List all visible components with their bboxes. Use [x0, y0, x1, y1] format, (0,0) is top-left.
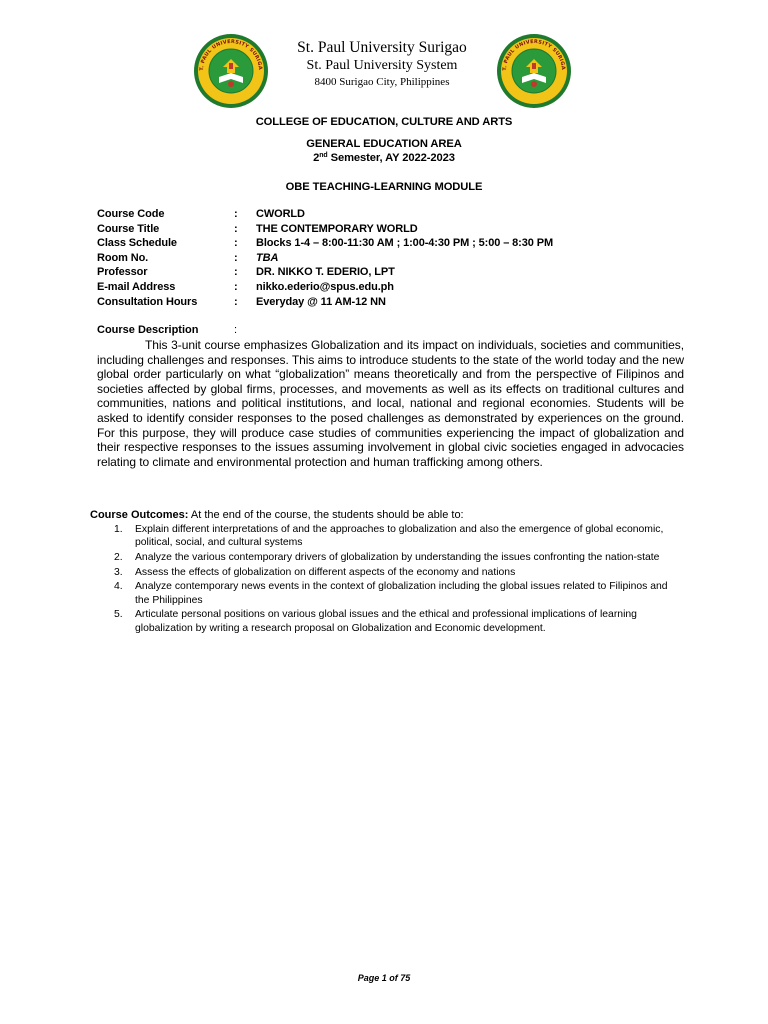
course-description-colon: :: [234, 324, 238, 336]
university-seal-icon: [193, 33, 269, 109]
list-item: 5. Articulate personal positions on various global issues and the ethical and professional implications of learning globalization by writing a research proposal on Globalization and Economic development.: [114, 609, 637, 634]
university-seal-icon: [496, 33, 572, 109]
course-outcomes-heading: Course Outcomes: At the end of the course, the students should be able to:: [90, 509, 464, 521]
page-number: Page 1 of 75: [357, 973, 411, 983]
university-system: St. Paul University System: [306, 58, 458, 73]
svg-text:ST. PAUL UNIVERSITY SURIGAO: T. PAUL UNIVERSITY SURIGA: [198, 38, 264, 71]
university-address: 8400 Surigao City, Philippines: [314, 76, 450, 88]
document-page: T. PAUL UNIVERSITY SURIGA St. Paul University Surigao St. Paul University System 8400 Surigao City, Philippines T. PAUL UNIVERSITY SURIGA COLLEGE OF EDUCATION, CULTURE AND ARTS GENERAL EDUCATION AREA 2nd Semester, AY 2022-2023 OBE TEACHING-LEARNING MODULE Course Code : CWORLD Course Title : THE CONTEMPORARY WORLD Class Schedule : Blocks 1-4 – 8:00-11:30 AM ; 1:00-4:30 PM ; 5:00 – 8:30 PM Room No. : TBA Professor : DR. NIKKO T. EDERIO, LPT E-mail Address : nikko.ederio@spus.edu.ph Consultation Hours : Everyday @ 11 AM-12 NN Course Description : This 3-unit course emphasizes Globalization and its impact on individuals, societies and communities, including challenges and responses. This aims to introduce students to the state of the world today and the new global order particularly on what “globalization” means theoretically and from the perspective of Filipinos and societies affected by global firms, processes, and movements as well as its effects on traditional cultures and communities, nations and political institutions, and local, national and regional economies. Students will be asked to identify consider responses to the posed challenges as demonstrated by experiences on the ground. For this purpose, they will produce case studies of communities experiencing the impact of globalization and their respective responses to the issues assuming involvement in global civic societies engaged in advocacies relating to climate and environmental protection and human trafficking among others. Course Outcomes: At the end of the course, the students should be able to: 1. Explain different interpretations of and the approaches to globalization and also the emergence of global economic, political, social, and cultural systems 2. Analyze the various contemporary drivers of globalization by understanding the issues confronting the nation-state 3. Assess the effects of globalization on different aspects of the economy and nations 4. Analyze contemporary news events in the context of globalization including the global issues related to Filipinos and the Philippines 5. Articulate personal positions on various global issues and the ethical and professional implications of learning globalization by writing a research proposal on Globalization and Economic development. Page 1 of 75: [0, 0, 768, 1024]
university-header: [268, 38, 496, 90]
college-name: COLLEGE OF EDUCATION, CULTURE AND ARTS: [255, 116, 513, 128]
list-item: 4. Analyze contemporary news events in the context of globalization including the global issues related to Filipinos and the Philippines: [114, 581, 668, 606]
course-outcomes-list: [90, 523, 670, 636]
course-description-text: This 3-unit course emphasizes Globalization and its impact on individuals, societies and communities, including challenges and responses. This aims to introduce students to the state of the world today and the new global order particularly on what “globalization” means theoretically and from the perspective of Filipinos and societies affected by global firms, processes, and movements as well as its effects on traditional cultures and communities, nations and political institutions, and local, national and regional economies. Students will be asked to identify consider responses to the posed challenges as demonstrated by experiences on the ground. For this purpose, they will produce case studies of communities experiencing the impact of globalization and their respective responses to the issues assuming involvement in global civic societies engaged in advocacies relating to climate and environmental protection and human trafficking among others.: [97, 338, 684, 469]
list-item: 3. Assess the effects of globalization on different aspects of the economy and nations: [114, 566, 516, 578]
list-item: 2. Analyze the various contemporary drivers of globalization by understanding the issues confronting the nation-state: [114, 552, 660, 563]
svg-text:ST. PAUL UNIVERSITY SURIGAO: T. PAUL UNIVERSITY SURIGA: [501, 38, 567, 71]
module-title: OBE TEACHING-LEARNING MODULE: [285, 181, 483, 193]
semester-line: 2nd Semester, AY 2022-2023: [313, 152, 455, 164]
area-name: GENERAL EDUCATION AREA: [306, 138, 462, 150]
course-description-heading: Course Description: [97, 324, 199, 336]
list-item: 1. Explain different interpretations of and the approaches to globalization and also the emergence of global economic, political, social, and cultural systems: [114, 524, 664, 549]
university-name: St. Paul University Surigao: [297, 39, 467, 56]
